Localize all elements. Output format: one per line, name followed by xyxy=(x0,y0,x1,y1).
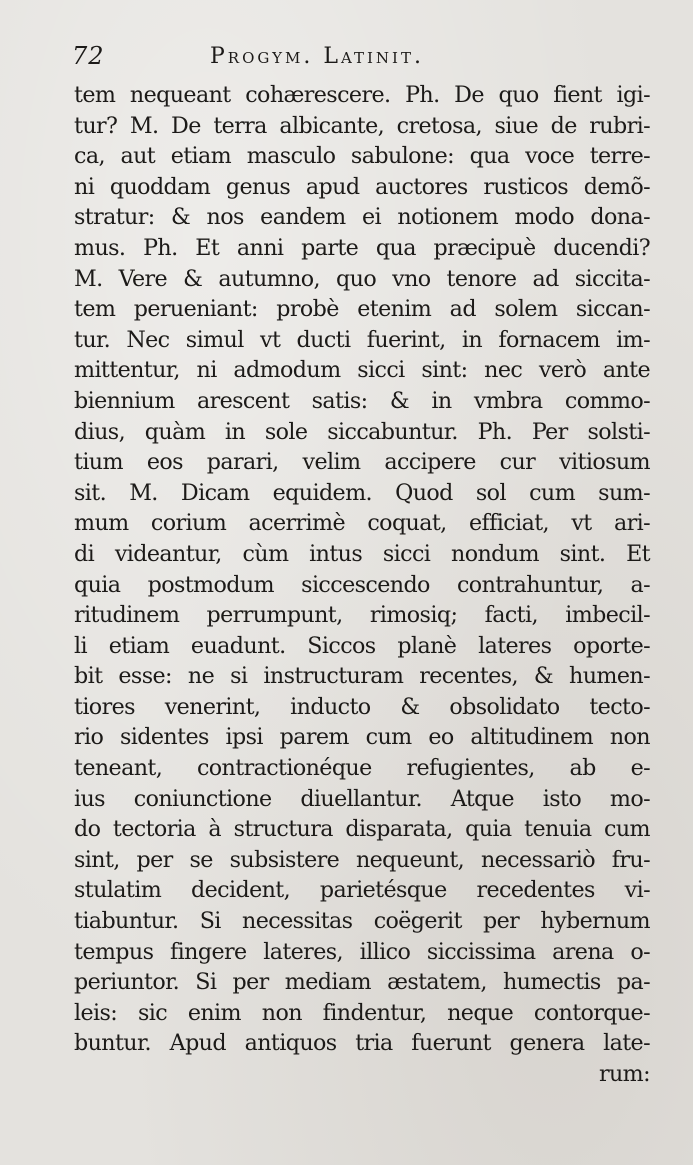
text-line: bit esse: ne si instructuram recentes, & humen- xyxy=(74,663,650,690)
text-line: ritudinem perrumpunt, rimosiq; facti, imbecil- xyxy=(74,602,650,629)
text-line: ius coniunctione diuellantur. Atque isto mo- xyxy=(74,785,650,812)
text-line: tempus fingere lateres, illico siccissima arena o- xyxy=(74,938,650,965)
text-line: mus. Ph. Et anni parte qua præcipuè ducendi? xyxy=(74,234,650,261)
text-line: quia postmodum siccescendo contrahuntur, a- xyxy=(74,571,650,598)
text-line: stratur: & nos eandem ei notionem modo dona- xyxy=(74,204,650,231)
page-number: 72 xyxy=(72,42,105,70)
text-line: tem perueniant: probè etenim ad solem siccan- xyxy=(74,296,650,323)
running-head xyxy=(72,42,653,76)
text-line: sit. M. Dicam equidem. Quod sol cum sum- xyxy=(74,479,650,506)
text-line: tiores venerint, inducto & obsolidato tecto- xyxy=(74,693,650,720)
text-line: buntur. Apud antiquos tria fuerunt genera late- xyxy=(74,1030,650,1057)
text-line: stulatim decident, parietésque recedentes vi- xyxy=(74,877,650,904)
text-line: rio sidentes ipsi parem cum eo altitudinem non xyxy=(74,724,650,751)
text-line: teneant, contractionéque refugientes, ab e- xyxy=(74,755,650,782)
text-line: periuntor. Si per mediam æstatem, humectis pa- xyxy=(74,969,650,996)
text-line: sint, per se subsistere nequeunt, necessariò fru- xyxy=(74,846,650,873)
body-text xyxy=(74,80,650,1090)
text-line: tiabuntur. Si necessitas coëgerit per hybernum xyxy=(74,908,650,935)
text-line: leis: sic enim non findentur, neque contorque- xyxy=(74,999,650,1026)
text-line: M. Vere & autumno, quo vno tenore ad siccita- xyxy=(74,265,650,292)
catchword: rum: xyxy=(598,1061,650,1087)
text-line: tem nequeant cohærescere. Ph. De quo fient igi- xyxy=(74,82,650,108)
text-line: tium eos parari, velim accipere cur vitiosum xyxy=(74,449,650,476)
text-line: biennium arescent satis: & in vmbra commo- xyxy=(74,387,650,414)
text-line: ca, aut etiam masculo sabulone: qua voce terre- xyxy=(74,143,650,170)
text-line: do tectoria à structura disparata, quia tenuia cum xyxy=(74,816,650,843)
text-line: tur? M. De terra albicante, cretosa, siue de rubri- xyxy=(74,112,650,139)
text-line: mum corium acerrimè coquat, efficiat, vt ari- xyxy=(74,510,650,537)
text-line: dius, quàm in sole siccabuntur. Ph. Per solsti- xyxy=(74,418,650,445)
running-title: Progym. Latinit. xyxy=(210,44,424,69)
text-line: di videantur, cùm intus sicci nondum sint. Et xyxy=(74,540,650,567)
text-line: tur. Nec simul vt ducti fuerint, in fornacem im- xyxy=(74,326,650,353)
text-line: ni quoddam genus apud auctores rusticos demõ- xyxy=(74,173,650,200)
text-line: mittentur, ni admodum sicci sint: nec verò ante xyxy=(74,357,650,384)
text-line: li etiam euadunt. Siccos planè lateres oporte- xyxy=(74,632,650,659)
